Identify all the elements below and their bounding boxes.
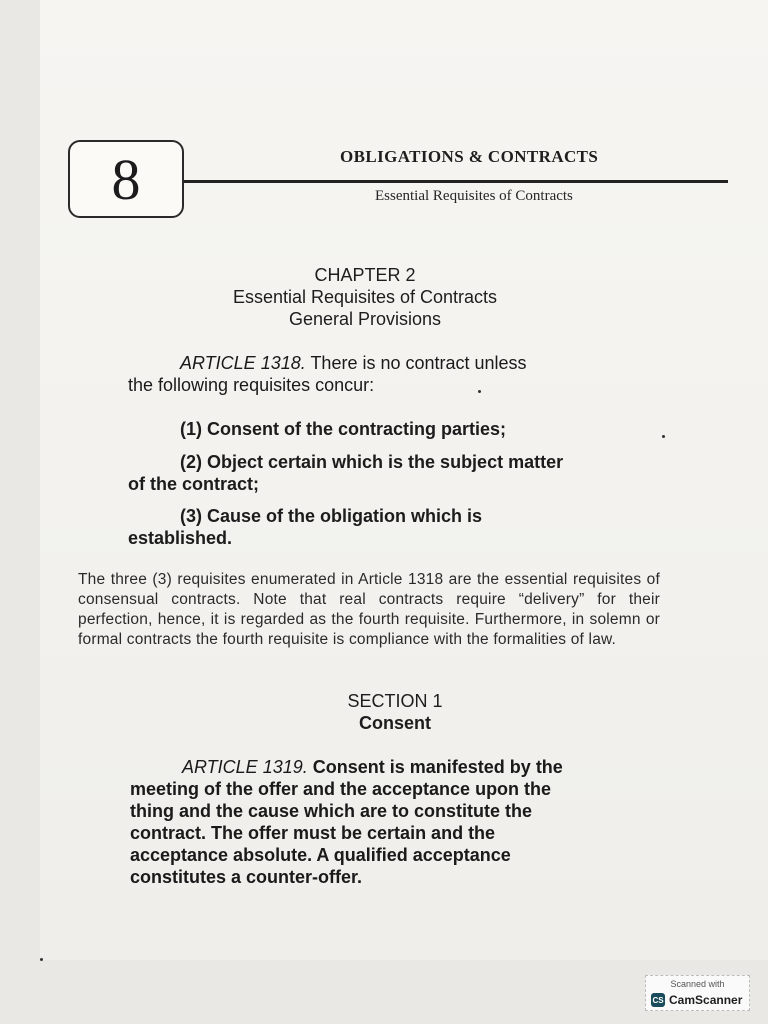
requisite-2-line-2: of the contract; [128,474,260,494]
requisite-3 [128,505,638,549]
requisite-3-line-2: established. [128,528,233,548]
article-1318-text-2: the following requisites concur: [128,375,375,395]
chapter-title: Essential Requisites of Contracts [232,287,498,307]
requisite-1: (1) Consent of the contracting parties; [180,419,507,439]
article-1318-ref: ARTICLE 1318. [180,353,306,373]
requisites-list [128,418,638,440]
running-header-subtitle: Essential Requisites of Contracts [375,188,573,204]
article-1319-text-5: acceptance absolute. A qualified acceptance [130,845,511,865]
scan-speck [40,958,43,961]
article-1318-text-1: There is no contract unless [310,353,527,373]
article-1319-text-4: contract. The offer must be certain and the [130,823,496,843]
article-1318-line-1 [128,352,628,374]
watermark-brand-row [651,993,742,1007]
page-number: 8 [111,146,141,212]
requisite-3-line-1: (3) Cause of the obligation which is [180,506,483,526]
article-1319-ref: ARTICLE 1319. [182,757,308,777]
watermark-caption: Scanned with [670,979,725,989]
watermark-brand: CamScanner [669,993,743,1007]
article-1319-text-2: meeting of the offer and the acceptance upon the [130,779,552,799]
article-1318 [128,352,628,396]
camscanner-logo-icon: CS [651,993,665,1007]
article-1319-line-1 [130,756,630,778]
section-heading [300,690,490,734]
requisite-2-line-1: (2) Object certain which is the subject matter [180,452,564,472]
chapter-subtitle: General Provisions [288,309,442,329]
requisite-2 [128,451,638,495]
section-name: Consent [359,713,431,733]
scan-speck [662,435,665,438]
chapter-heading [190,264,540,330]
article-1319-text-1: Consent is manifested by the [312,757,563,777]
commentary-paragraph: The three (3) requisites enumerated in Article 1318 are the essential requisites of consensual contracts. Note that real contracts require “delivery” for their perfection, hence, it is regarded as the fourth requisite. Furthermore, in solemn or formal contracts the fourth requisite is compliance with the formalities of law. [78,571,660,648]
chapter-label: CHAPTER 2 [314,265,416,285]
article-1319-text-6: constitutes a counter-offer. [130,867,363,887]
article-1319 [130,756,630,888]
scan-speck [478,390,481,393]
article-1319-text-3: thing and the cause which are to constitute the [130,801,533,821]
running-header-title: OBLIGATIONS & CONTRACTS [340,147,599,166]
camscanner-watermark [645,975,750,1011]
page-number-box [68,140,184,218]
header-rule [184,180,728,183]
section-label: SECTION 1 [347,691,443,711]
